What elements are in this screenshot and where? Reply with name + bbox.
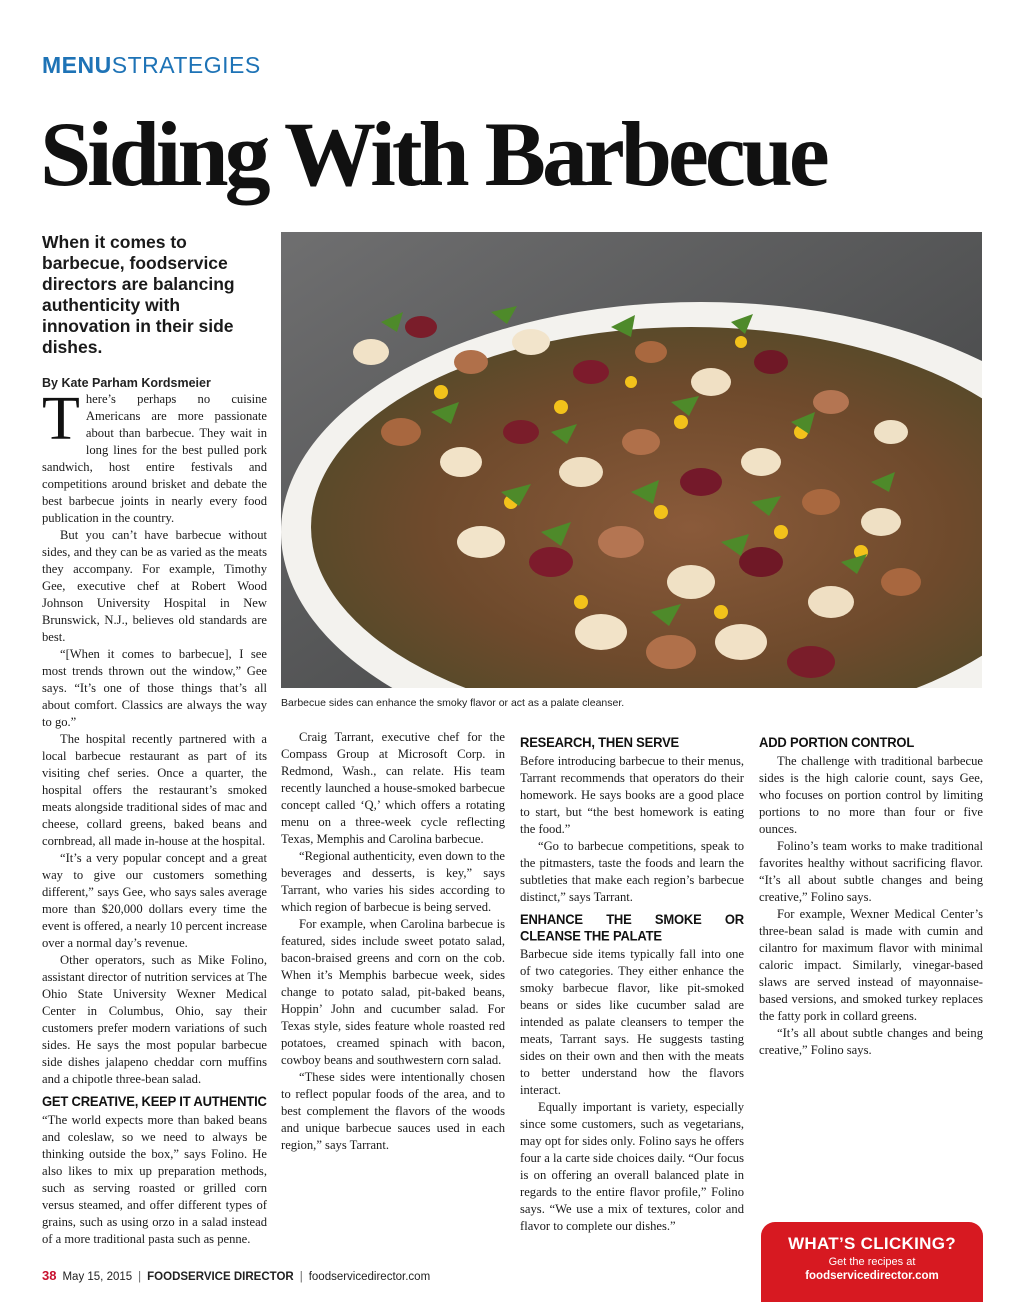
page-footer: 38 May 15, 2015 | FOODSERVICE DIRECTOR | foodservicedirector.com bbox=[42, 1268, 431, 1283]
paragraph: But you can’t have barbecue without sides, and they can be as varied as the meats they accompany. For example, Timothy Gee, executive chef at Robert Wood Johnson University Hospital in New Brunswick, N.J., believes old standards are best. bbox=[42, 528, 267, 644]
paragraph: “Regional authenticity, even down to the beverages and desserts, is key,” says Tarrant, who varies his sides according to which region of barbecue is being served. bbox=[281, 849, 505, 914]
headline: Siding With Barbecue bbox=[40, 103, 826, 205]
page-number: 38 bbox=[42, 1268, 57, 1283]
section-kicker bbox=[42, 52, 261, 79]
subhead-research: RESEARCH, THEN SERVE bbox=[520, 734, 680, 751]
deck: When it comes to barbecue, foodservice directors are balancing authenticity with innovation in their side dishes. bbox=[42, 232, 235, 357]
paragraph: “It’s a very popular concept and a great way to give our customers something different,” says Gee, who says sales average more than $20,000 dollars every time the event is offered, a nearly 10 percent increase over a normal day’s revenue. bbox=[42, 851, 267, 950]
kicker-light: STRATEGIES bbox=[111, 52, 261, 78]
paragraph: Folino’s team works to make traditional favorites healthy without sacrificing flavor. “It’s all about subtle changes and being creative,” Folino says. bbox=[759, 839, 983, 904]
paragraph: “The world expects more than baked beans and coleslaw, so we need to always be thinking outside the box,” says Folino. He also likes to mix up preparation methods, such as serving roasted or grilled corn versus steamed, and offer different types of grains, such as using orzo in a salad instead of a more traditional pasta such as penne. bbox=[42, 1113, 267, 1246]
column-3 bbox=[520, 729, 744, 1235]
paragraph: Before introducing barbecue to their menus, Tarrant recommends that operators do their homework. He says books are a good place to start, but “the best homework is eating the food.” bbox=[520, 754, 744, 836]
kicker-bold: MENU bbox=[42, 52, 112, 78]
byline: By Kate Parham Kordsmeier bbox=[42, 376, 211, 390]
paragraph: Equally important is variety, especially since some customers, such as vegetarians, may opt for sides only. Folino says he offers four a la carte side choices daily. “Our focus is on offering an overall balanced plate in regards to the entire flavor profile,” Folino says. “We use a mix of textures, color and flavor to complete our dishes.” bbox=[520, 1100, 744, 1233]
subhead-portion-control: ADD PORTION CONTROL bbox=[759, 734, 915, 751]
paragraph: “Go to barbecue competitions, speak to the pitmasters, taste the foods and learn the subtleties that make each region’s barbecue distinct,” says Tarrant. bbox=[520, 839, 744, 904]
subhead-enhance: ENHANCE THE SMOKE OR CLEANSE THE PALATE bbox=[520, 911, 744, 944]
issue-date: May 15, 2015 bbox=[62, 1271, 133, 1283]
paragraph: Other operators, such as Mike Folino, assistant director of nutrition services at The Ohio State University Wexner Medical Center in Columbus, Ohio, say their customers prefer modern variations of such sides. He says the most popular barbecue side dishes jalapeno cheddar corn muffins and a chipotle three-bean salad. bbox=[42, 953, 267, 1086]
subhead-get-creative: GET CREATIVE, KEEP IT AUTHENTIC bbox=[42, 1093, 267, 1110]
paragraph: Craig Tarrant, executive chef for the Compass Group at Microsoft Corp. in Redmond, Wash., can relate. His team recently launched a house-smoked barbecue concept called ‘Q,’ which offers a rotating menu on a three-week cycle reflecting Texas, Memphis and Carolina barbecue. bbox=[281, 730, 505, 846]
column-2 bbox=[281, 729, 505, 1154]
promo-url[interactable]: foodservicedirector.com bbox=[805, 1270, 939, 1282]
promo-title: WHAT’S CLICKING? bbox=[788, 1234, 956, 1253]
website-link[interactable]: foodservicedirector.com bbox=[308, 1271, 431, 1283]
column-4 bbox=[759, 729, 983, 1059]
promo-line: Get the recipes at bbox=[828, 1256, 916, 1268]
paragraph: “[When it comes to barbecue], I see most trends thrown out the window,” Gee says. “It’s one of those things that’s all about comfort. Classics are always the way to go.” bbox=[42, 647, 267, 729]
paragraph: Barbecue side items typically fall into one of two categories. They either enhance the smoky barbecue flavor, like pit-smoked beans or sides like cucumber salad are intended as palate cleansers to temper the meats, Tarrant says. He suggests tasting sides on their own and then with the meats to better understand how the flavors interact. bbox=[520, 947, 744, 1097]
column-1 bbox=[42, 385, 267, 1248]
photo-caption: Barbecue sides can enhance the smoky flavor or act as a palate cleanser. bbox=[281, 697, 625, 709]
paragraph: “These sides were intentionally chosen to reflect popular foods of the area, and to best complement the flavors of the woods and unique barbecue sauces used in each region,” says Tarrant. bbox=[281, 1070, 505, 1152]
paragraph: “It’s all about subtle changes and being creative,” Folino says. bbox=[759, 1026, 983, 1057]
paragraph: For example, Wexner Medical Center’s three-bean salad is made with cumin and cilantro for maximum flavor with minimal caloric impact. Similarly, vinegar-based slaws are served instead of mayonnaise-based versions, and smoked turkey replaces the fatty pork in collard greens. bbox=[759, 907, 983, 1023]
publication-name: FOODSERVICE DIRECTOR bbox=[147, 1271, 294, 1283]
paragraph: The challenge with traditional barbecue sides is the high calorie count, says Gee, who focuses on portion control by limiting portions to no more than four or five ounces. bbox=[759, 754, 983, 836]
whats-clicking-promo[interactable] bbox=[761, 1222, 983, 1302]
bean-salad-photo bbox=[281, 232, 982, 688]
paragraph: For example, when Carolina barbecue is featured, sides include sweet potato salad, bacon-braised greens and corn on the cob. When it’s Memphis barbecue week, sides change to potato salad, pit-baked beans, Hoppin’ John and cucumber salad. For Texas style, sides feature whole roasted red potatoes, creamed spinach with bacon, cowboy beans and southwestern corn salad. bbox=[281, 917, 505, 1067]
drop-cap: T bbox=[42, 385, 80, 453]
paragraph: The hospital recently partnered with a local barbecue restaurant as part of its visiting chef series. Once a quarter, the hospital offers the restaurant’s smoked meats alongside traditional sides of mac and cheese, collard greens, baked beans and cornbread, all made in-house at the hospital. bbox=[42, 732, 267, 848]
paragraph: here’s perhaps no cuisine Americans are more passionate about than barbecue. They wait in long lines for the best pulled pork sandwich, host entire festivals and competitions around brisket and debate the best barbecue joints in nearly every food publication in the country. bbox=[42, 392, 267, 525]
